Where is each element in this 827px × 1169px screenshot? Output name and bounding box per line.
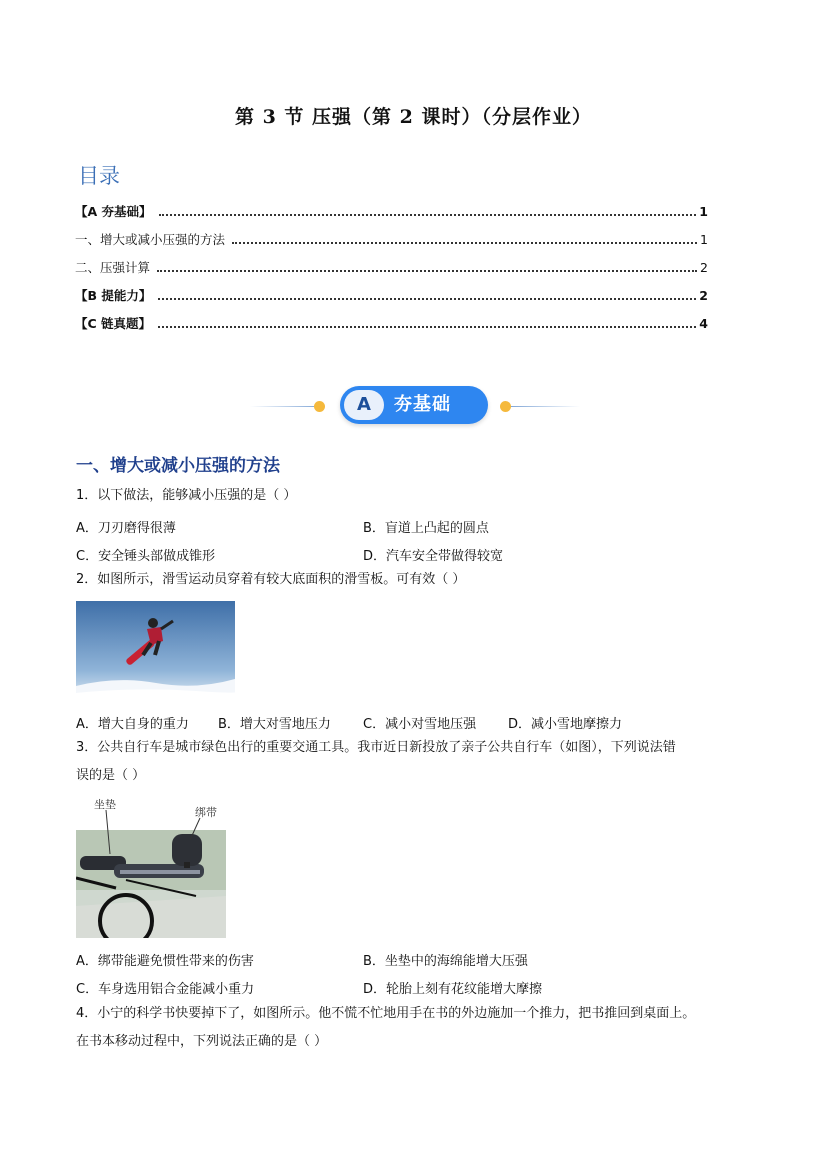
section-banner (250, 384, 580, 428)
toc-leader-dots (232, 242, 697, 244)
toc-item-section1[interactable] (75, 230, 708, 258)
toc-item-page: 4 (699, 316, 708, 331)
toc-item-page: 2 (699, 288, 708, 303)
question-3-stem-line-2: 误的是（ ） (76, 768, 146, 783)
page-title: 第 3 节 压强（第 2 课时）（分层作业） (234, 106, 592, 128)
banner-line-right (510, 406, 580, 407)
question-2-stem: 2．如图所示，滑雪运动员穿着有较大底面积的滑雪板。可有效（ ） (76, 572, 466, 587)
toc-heading: 目录 (78, 164, 120, 188)
section-heading: 一、增大或减小压强的方法 (76, 456, 280, 476)
toc-leader-dots (157, 270, 697, 272)
toc-item-c[interactable] (75, 314, 708, 342)
banner-letter: A (344, 390, 384, 420)
table-of-contents (75, 202, 708, 342)
question-3-stem-line-1: 3．公共自行车是城市绿色出行的重要交通工具。我市近日新投放了亲子公共自行车（如图），下列说法错 (76, 740, 676, 755)
toc-item-page: 2 (700, 260, 708, 275)
question-1-option-b[interactable]: B．盲道上凸起的圆点 (363, 521, 489, 536)
toc-item-label: 【B 提能力】 (75, 288, 152, 303)
question-3-stem (76, 734, 766, 790)
toc-item-section2[interactable] (75, 258, 708, 286)
question-1-option-d[interactable]: D．汽车安全带做得较宽 (363, 549, 504, 564)
toc-item-a[interactable] (75, 202, 708, 230)
question-3-option-b[interactable]: B．坐垫中的海绵能增大压强 (363, 954, 528, 969)
question-3-option-a[interactable]: A．绑带能避免惯性带来的伤害 (76, 954, 254, 969)
toc-leader-dots (159, 214, 697, 216)
toc-item-label: 【A 夯基础】 (75, 204, 152, 219)
question-3-option-d[interactable]: D．轮胎上刻有花纹能增大摩擦 (363, 982, 543, 997)
banner-dot-right (500, 401, 511, 412)
question-4-stem-line-1: 4．小宁的科学书快要掉下了，如图所示。他不慌不忙地用手在书的外边施加一个推力，把书推回到桌面上。 (76, 1006, 696, 1021)
bicycle-image (76, 796, 226, 938)
banner-line-left (250, 406, 320, 407)
question-2-option-d[interactable]: D．减小雪地摩擦力 (508, 717, 623, 732)
toc-item-page: 1 (700, 232, 708, 247)
question-2-option-b[interactable]: B．增大对雪地压力 (218, 717, 331, 732)
strap-label: 绑带 (195, 806, 217, 819)
question-2-option-a[interactable]: A．增大自身的重力 (76, 717, 189, 732)
toc-item-label: 【C 链真题】 (75, 316, 152, 331)
snowboarder-image (76, 601, 235, 700)
toc-item-b[interactable] (75, 286, 708, 314)
banner-dot-left (314, 401, 325, 412)
banner-text: 夯基础 (394, 394, 451, 415)
banner-pill (340, 386, 488, 424)
toc-item-page: 1 (699, 204, 708, 219)
question-3-option-c[interactable]: C．车身选用铝合金能减小重力 (76, 982, 255, 997)
question-4-stem-line-2: 在书本移动过程中，下列说法正确的是（ ） (76, 1034, 328, 1049)
question-4-stem (76, 1000, 766, 1056)
question-2-option-c[interactable]: C．减小对雪地压强 (363, 717, 477, 732)
toc-item-label: 二、压强计算 (75, 260, 151, 275)
toc-leader-dots (158, 298, 696, 300)
question-1-stem: 1．以下做法，能够减小压强的是（ ） (76, 488, 297, 503)
toc-item-label: 一、增大或减小压强的方法 (75, 232, 226, 247)
question-1-option-a[interactable]: A．刀刃磨得很薄 (76, 521, 176, 536)
seat-label: 坐垫 (94, 798, 116, 811)
question-1-option-c[interactable]: C．安全锤头部做成锥形 (76, 549, 216, 564)
toc-leader-dots (158, 326, 696, 328)
